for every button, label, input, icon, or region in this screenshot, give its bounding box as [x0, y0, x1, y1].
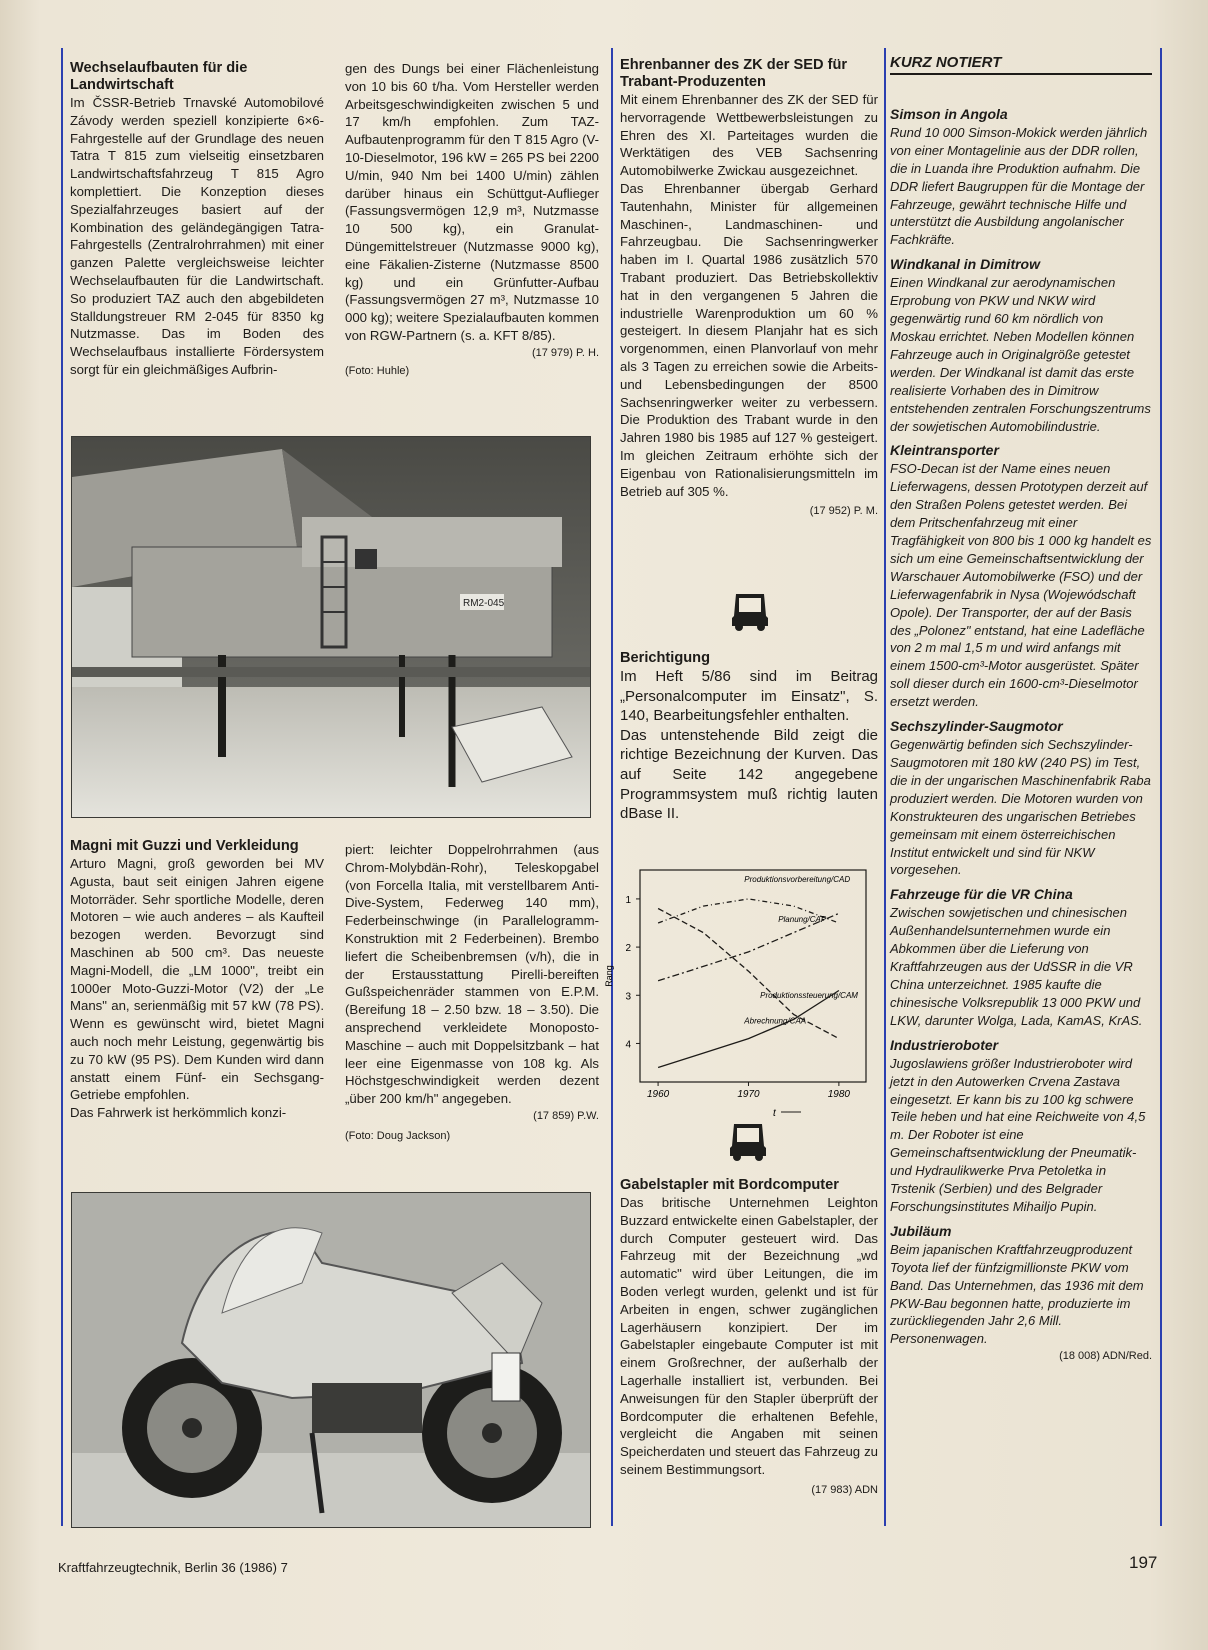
column-rule — [61, 48, 63, 1526]
article-text: Das untenstehende Bild zeigt die richtige Bezeichnung der Kurven. Das auf Seite 142 angegebene Programmsystem muß richtig lauten dBase II. — [620, 726, 878, 823]
article-credit: (17 979) P. H. — [531, 346, 599, 359]
news-text: Jugoslawiens größer Industrieroboter wird jetzt in den Autowerken Crvena Zastava eingesetzt. Er kann bis zu 100 kg schwere Teile heben und hat eine Reichweite von 4,5 m. Der Roboter ist eine Gemeinschaftsentwicklung der Pneumatik- und Hydraulikwerke Prva Petoletka in Trstenik (Serbien) und des Belgrader Forschungsinstitutes Mihailjo Pupin. — [890, 1055, 1146, 1214]
series-line — [658, 991, 839, 1068]
column-rule — [884, 48, 886, 1526]
article-text: Im Heft 5/86 sind im Beitrag „Personalcomputer im Einsatz", S. 140, Bearbeitungsfehler enthalten. — [620, 668, 878, 725]
article-berichtigung — [620, 650, 878, 824]
article-title: Wechselaufbauten für die Landwirtschaft — [70, 60, 248, 93]
y-tick-label: 2 — [625, 943, 631, 955]
news-text: Einen Windkanal zur aerodynamischen Erprobung von PKW und NKW wird gegenwärtig rund 60 km nördlich von Moskau errichtet. Neben Modellen können Fahrzeuge auch in Originalgröße getestet werden. Der Windkanal ist damit das erste realisierte Vorhaben des in Dimitrow entstehenden zentralen Forschungszentrums der sowjetischen Automobilindustrie. — [890, 275, 1151, 434]
motorcycle-photo-graphic — [72, 1193, 590, 1527]
article-tatra-left — [70, 60, 324, 379]
photo-credit: (Foto: Huhle) — [345, 364, 410, 377]
kurz-notiert-column — [890, 54, 1152, 1366]
article-title: Gabelstapler mit Bordcomputer — [620, 1177, 839, 1193]
y-tick-label: 1 — [625, 894, 631, 906]
article-title: Ehrenbanner des ZK der SED für Trabant-Produzenten — [620, 57, 848, 90]
series-label: Produktionsvorbereitung/CAD — [744, 875, 851, 884]
article-trabant — [620, 57, 878, 521]
news-text: Gegenwärtig befinden sich Sechszylinder-Saugmotoren mit 180 kW (240 PS) im Test, die in der ungarischen Maschinenfabrik Raba produziert werden. Die Motoren wurden von Konstrukteuren des ungarischen Betriebes gemeinsam mit einem österreichischen Institut entwickelt und sind für NKW vorgesehen. — [890, 737, 1151, 878]
article-tatra-right — [345, 60, 599, 380]
rank-chart — [604, 860, 880, 1122]
news-headline: Industrieroboter — [890, 1036, 999, 1053]
y-axis-label: Rang — [604, 965, 614, 987]
photo-magni-motorcycle — [71, 1192, 591, 1528]
article-text: Das britische Unternehmen Leighton Buzzard entwickelte einen Gabelstapler, der durch Computer gesteuert wird. Das Fahrzeug mit der Bezeichnung „wd automatic" wird über Leitungen, die im Boden verlegt wurden, gelenkt und ist für Arbeiten in engen, schwer zugänglichen Lagerhäusern konzipiert. Der im Gabelstapler eingebaute Computer ist mit einem Großrechner, der außerhalb der Lagerhalle installiert ist, verbunden. Bei Anweisungen für den Stapler überprüft der Bordcomputer die erhaltenen Befehle, vergleicht die Angaben mit seinen Speicherdaten und steuert das Fahrzeug zu seinem Bestimmungsort. — [620, 1195, 878, 1477]
article-text: gen des Dungs bei einer Flächenleistung von 10 bis 60 t/ha. Vom Hersteller werden Arbeitsgeschwindigkeiten zwischen 5 und 17 km/h empfohlen. Zum TAZ-Aufbautenprogramm für den T 815 Agro (V-10-Dieselmotor, 196 kW = 265 PS bei 2200 U/min, 940 Nm bei 1400 U/min) zählen darüber hinaus ein Schüttgut-Auflieger (Fassungsvermögen 12,9 m³, Nutzmasse 10 500 kg), ein Granulat-Düngemittelstreuer (Nutzmasse 9000 kg), eine Fäkalien-Zisterne (Nutzmasse 8500 kg) und ein Grünfutter-Aufbau (Fassungsvermögen 27 m³, Nutzmasse 10 000 kg); weitere Spezialaufbauten kommen von RGW-Partnern (s. a. KFT 8/85). — [345, 61, 599, 343]
series-label: Planung/CAP — [778, 915, 827, 924]
news-text: FSO-Decan ist der Name eines neuen Lieferwagens, dessen Prototypen derzeit auf den Straßen Polens getestet werden. Bei dem Pritschenfahrzeug mit einer Tragfähigkeit von 800 bis 1 000 kg handelt es sich um eine Gemeinschaftsentwicklung der Warschauer Automobilwerke (FSO) und der Lieferwagenfabrik in Nysa (Wojewódschaft Opole). Der Transporter, der auf der Basis des „Polonez" entstand, hat eine Ladefläche von 2 m mal 1,5 m und wird anfangs mit einem 1500-cm³-Motor ausgerüstet. Später soll dieser durch ein 1600-cm³-Dieselmotor ersetzt werden. — [890, 461, 1152, 710]
x-tick-label: 1970 — [737, 1089, 760, 1100]
photo-tatra-spreader — [71, 436, 591, 818]
photo-credit: (Foto: Doug Jackson) — [345, 1129, 451, 1142]
article-text: piert: leichter Doppelrohrrahmen (aus Chrom-Molybdän-Rohr), Teleskopgabel (von Forcella Italia, mit verstellbarem Anti-Dive-System, Federweg 140 mm), Federbeinschwinge (in Parallelogramm-Konstruktion mit 2 Federbeinen). Brembo liefert die Scheibenbremsen (v/h), die in der Erstausstattung Pirelli-bereiften Gußspeichenräder stammen von E.P.M. (Bereifung 18 – 2.50 bzw. 18 – 3.50). Die ansprechend verkleidete Monoposto-Maschine – auch mit Doppelsitzbank – hat leer eine Eigenmasse von 108 kg. Als Höchstgeschwindigkeit werden dezent „über 200 km/h" angegeben. — [345, 842, 599, 1107]
car-icon — [728, 588, 772, 637]
series-label: Abrechnung/CAA — [744, 1016, 807, 1026]
article-credit: (17 952) P. M. — [809, 505, 878, 518]
article-text: Das Ehrenbanner übergab Gerhard Tautenhahn, Minister für allgemeinen Maschinen-, Landmaschinen- und Fahrzeugbau. Die Sachsenringwerker haben im I. Quartal 1986 zusätzlich 570 Trabant produziert. Das Betriebskollektiv hat in den vergangenen 5 Jahren die industrielle Warenproduktion um 60 % gesteigert. In diesem Planjahr hat es sich vorgenommen, einen Planvorlauf von mehr als 3 Tagen zu erreichen sowie die Arbeits- und Lebensbedingungen der 8500 Sachsenringwerker weiter zu verbessern. Die Produktion des Trabant wurde in den Jahren 1980 bis 1985 auf 127 % gesteigert. Im gleichen Zeitraum erhöhte sich der Eigenbau von Rationalisierungsmitteln im Betrieb auf 305 %. — [620, 180, 878, 499]
column-rule — [611, 48, 613, 1526]
article-text: Im ČSSR-Betrieb Trnavské Automobilové Závody werden speziell konzipierte 6×6-Fahrgestelle auf der Grundlage des neuen Tatra T 815 zum vielseitig einsetzbaren Landwirtschaftsfahrzeug T 815 Agro komplettiert. Die Konzeption dieses Spezialfahrzeuges basiert auf der Kombination des geländegängigen Tatra-Fahrgestells (Zentralrohrrahmen) mit einer ganzen Palette vergleichsweise leichter Wechselaufbauten für die Landwirtschaft. So produziert TAZ auch den abgebildeten Stalldungstreuer RM 2-045 für 8350 kg Nutzmasse. Das im Boden des Wechselaufbaus installierte Fördersystem sorgt für ein gleichmäßiges Aufbrin- — [70, 95, 324, 377]
photo-label: RM2-045 — [463, 598, 505, 609]
article-magni-left — [70, 838, 324, 1122]
page-number: 197 — [1129, 1553, 1158, 1572]
news-headline: Windkanal in Dimitrow — [890, 256, 1040, 273]
news-text: Zwischen sowjetischen und chinesischen Außenhandelsunternehmen wurde ein Abkommen über die Lieferung von Kraftfahrzeugen aus der UdSSR in die VR China unterzeichnet. 1985 kaufte die chinesische Volksrepublik 13 000 PKW und LKW, darunter Wolga, Lada, KamAS, KrAS. — [890, 905, 1143, 1028]
x-tick-label: 1960 — [646, 1089, 670, 1100]
news-headline: Simson in Angola — [890, 105, 1008, 122]
car-icon — [726, 1118, 770, 1167]
article-text: Mit einem Ehrenbanner des ZK der SED für hervorragende Wettbewerbsleistungen zu Ehren des XI. Parteitages wurden die Werktätigen des VEB Sachsenring Automobilwerke Zwickau ausgezeichnet. — [620, 92, 878, 179]
article-text: Arturo Magni, groß geworden bei MV Agusta, baut seit einigen Jahren eigene Motorräder. Sehr sportliche Modelle, deren Motoren – wie auch anderes – als Kaufteil bezogen werden. Bevorzugt sind Maschinen ab 500 cm³. Das neueste Magni-Modell, die „LM 1000", treibt ein 1000er Moto-Guzzi-Motor (V2) der „Le Mans" an, serienmäßig mit 57 kW (78 PS). Wenn es gewünscht wird, bietet Magni auch noch mehr Leistung, gegenwärtig bis zu 70 kW (95 PS). Dem Kunden wird dann anstatt einem Fünf- ein Sechsgang-Getriebe empfohlen. — [70, 856, 324, 1103]
article-gabelstapler — [620, 1177, 878, 1500]
article-text: Das Fahrwerk ist herkömmlich konzi- — [70, 1105, 287, 1121]
article-credit: (17 983) ADN — [811, 1483, 878, 1496]
news-headline: Jubiläum — [890, 1222, 952, 1239]
y-tick-label: 4 — [625, 1039, 631, 1051]
news-text: Beim japanischen Kraftfahrzeugproduzent Toyota lief der fünfzigmillionste PKW vom Band. Das Unternehmen, das 1936 mit dem PKW-Bau begonnen hatte, produzierte im zurückliegenden Jahr 2,6 Mill. Personenwagen. — [890, 1241, 1144, 1347]
chart-svg — [604, 860, 880, 1122]
article-magni-right — [345, 841, 599, 1146]
tatra-photo-graphic — [72, 437, 590, 817]
journal-footer: Kraftfahrzeugtechnik, Berlin 36 (1986) 7 — [58, 1560, 288, 1575]
kurz-notiert-credit: (18 008) ADN/Red. — [1059, 1350, 1152, 1363]
news-text: Rund 10 000 Simson-Mokick werden jährlich von einer Montagelinie aus der DDR rollen, die in Luanda ihre Produktion aufnahm. Die DDR liefert Baugruppen für die Montage der Fahrzeuge, gewährt technische Hilfe und unterstützt die Ausbildung angolanischer Fachkräfte. — [890, 124, 1148, 248]
x-tick-label: 1980 — [827, 1089, 851, 1100]
news-headline: Sechszylinder-Saugmotor — [890, 718, 1063, 735]
article-credit: (17 859) P.W. — [533, 1109, 599, 1122]
column-rule — [1160, 48, 1162, 1526]
news-headline: Kleintransporter — [890, 442, 999, 459]
kurz-notiert-items — [890, 105, 1152, 1348]
article-title: Magni mit Guzzi und Verkleidung — [70, 838, 299, 854]
x-axis-label: t — [773, 1108, 776, 1119]
kurz-notiert-title: KURZ NOTIERT — [890, 54, 1152, 75]
series-label: Produktionssteuerung/CAM — [760, 991, 858, 1000]
y-tick-label: 3 — [625, 991, 631, 1003]
article-title: Berichtigung — [620, 650, 710, 666]
news-headline: Fahrzeuge für die VR China — [890, 886, 1073, 903]
